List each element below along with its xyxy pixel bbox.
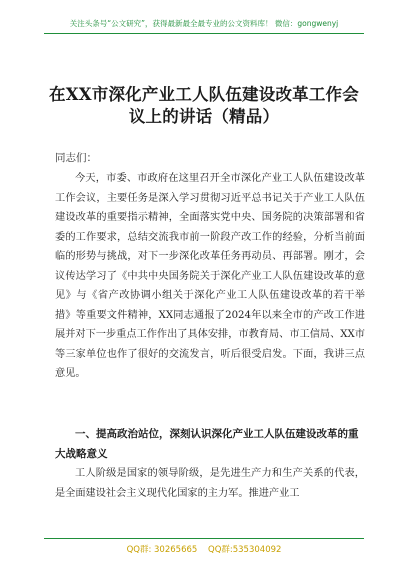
footer-qq-group-2: QQ群:535304092 [208, 545, 282, 555]
section-heading: 一、提高政治站位，深刻认识深化产业工人队伍建设改革的重大战略意义 [55, 428, 359, 460]
paragraph: 工人阶级是国家的领导阶级，是先进生产力和生产关系的代表，是全面建设社会主义现代化国家的主力军。推进产业工 [55, 468, 365, 499]
header-divider [44, 33, 364, 34]
footer-divider [44, 538, 364, 539]
paragraph: 今天，市委、市政府在这里召开全市深化产业工人队伍建设改革工作会议，主要任务是深入学习贯彻习近平总书记关于产业工人队伍建设改革的重要指示精神，全面落实党中央、国务院的决策部署和省委的工作要求，总结交流我市前一阶段产改工作的经验，分析当前面临的形势与挑战，对下一步深化改革任务再动员、再部署。刚才，会议传达学习了《中共中央国务院关于深化产业工人队伍建设改革的意见》与《省产改协调小组关于深化产业工人队伍建设改革的若干举措》等重要文件精神，XX同志通报了2024年以来全市的产改工作进展并对下一步重点工作作出了具体安排，市教育局、市工信局、XX市等三家单位也作了很好的交流发言，听后很受启发。下面，我讲三点意见。 [55, 173, 365, 379]
footer [44, 543, 364, 555]
salutation: 同志们： [55, 152, 97, 164]
footer-qq-group-1: QQ群: 30265665 [126, 545, 198, 555]
document-title: 在XX市深化产业工人队伍建设改革工作会议上的讲话（精品） [49, 85, 359, 126]
header-banner: 关注头条号“公文研究”，获得最新最全最专业的公文资料库！ 微信：gongwenyj [69, 19, 339, 28]
